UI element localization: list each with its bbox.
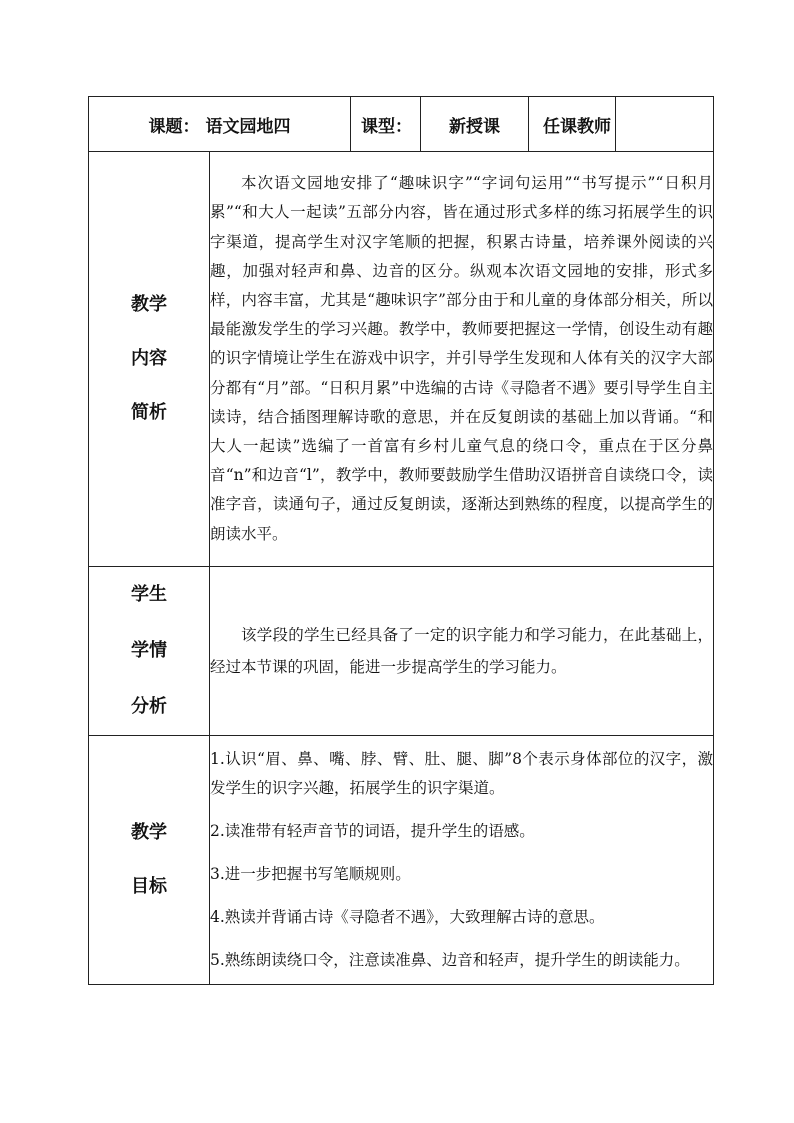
goal-item: 1.认识“眉、鼻、嘴、脖、臂、肚、腿、脚”8个表示身体部位的汉字，激发学生的识字兴趣，拓展学生的识字渠道。: [210, 750, 714, 797]
label-line: 分析: [131, 696, 167, 717]
lesson-type-value: 新授课: [421, 97, 529, 152]
content-summary-label: [89, 152, 210, 567]
student-analysis-row: [89, 567, 714, 736]
teaching-goals-list: [210, 736, 714, 985]
label-line: 学生: [131, 584, 167, 605]
goal-item: 3.进一步把握书写笔顺规则。: [210, 865, 411, 883]
goal-item: 2.读准带有轻声音节的词语，提升学生的语感。: [210, 822, 535, 840]
teacher-label: 任课教师: [529, 97, 616, 152]
goal-item: 4.熟读并背诵古诗《寻隐者不遇》，大致理解古诗的意思。: [210, 908, 605, 926]
content-summary-text: 本次语文园地安排了“趣味识字”“字词句运用”“书写提示”“日积月累”“和大人一起读”五部分内容，皆在通过形式多样的练习拓展学生的识字渠道，提高学生对汉字笔顺的把握，积累古诗量，培养课外阅读的兴趣，加强对轻声和鼻、边音的区分。纵观本次语文园地的安排，形式多样，内容丰富，尤其是“趣味识字”部分由于和儿童的身体部分相关，所以最能激发学生的学习兴趣。教学中，教师要把握这一学情，创设生动有趣的识字情境让学生在游戏中识字，并引导学生发现和人体有关的汉字大部分都有“月”部。“日积月累”中选编的古诗《寻隐者不遇》要引导学生自主读诗，结合插图理解诗歌的意思，并在反复朗读的基础上加以背诵。“和大人一起读”选编了一首富有乡村儿童气息的绕口令，重点在于区分鼻音“n”和边音“l”，教学中，教师要鼓励学生借助汉语拼音自读绕口令，读准字音，读通句子，通过反复朗读，逐渐达到熟练的程度，以提高学生的朗读水平。: [210, 152, 714, 567]
teaching-goals-label: [89, 736, 210, 985]
lesson-plan-table: [88, 96, 714, 985]
teaching-goals-row: [89, 736, 714, 985]
content-summary-row: [89, 152, 714, 567]
label-line: 学情: [131, 640, 167, 661]
student-analysis-label: [89, 567, 210, 736]
label-line: 内容: [131, 348, 167, 369]
student-analysis-text: 该学段的学生已经具备了一定的识字能力和学习能力，在此基础上，经过本节课的巩固，能进一步提高学生的学习能力。: [210, 567, 714, 736]
lesson-type-label: 课型：: [351, 97, 421, 152]
label-line: 目标: [131, 876, 167, 897]
label-line: 教学: [131, 822, 167, 843]
lesson-topic: 课题： 语文园地四: [89, 97, 351, 152]
label-line: 教学: [131, 294, 167, 315]
goal-item: 5.熟练朗读绕口令，注意读准鼻、边音和轻声，提升学生的朗读能力。: [210, 951, 690, 969]
header-row: [89, 97, 714, 152]
label-line: 简析: [131, 402, 167, 423]
teacher-value: [616, 97, 714, 152]
